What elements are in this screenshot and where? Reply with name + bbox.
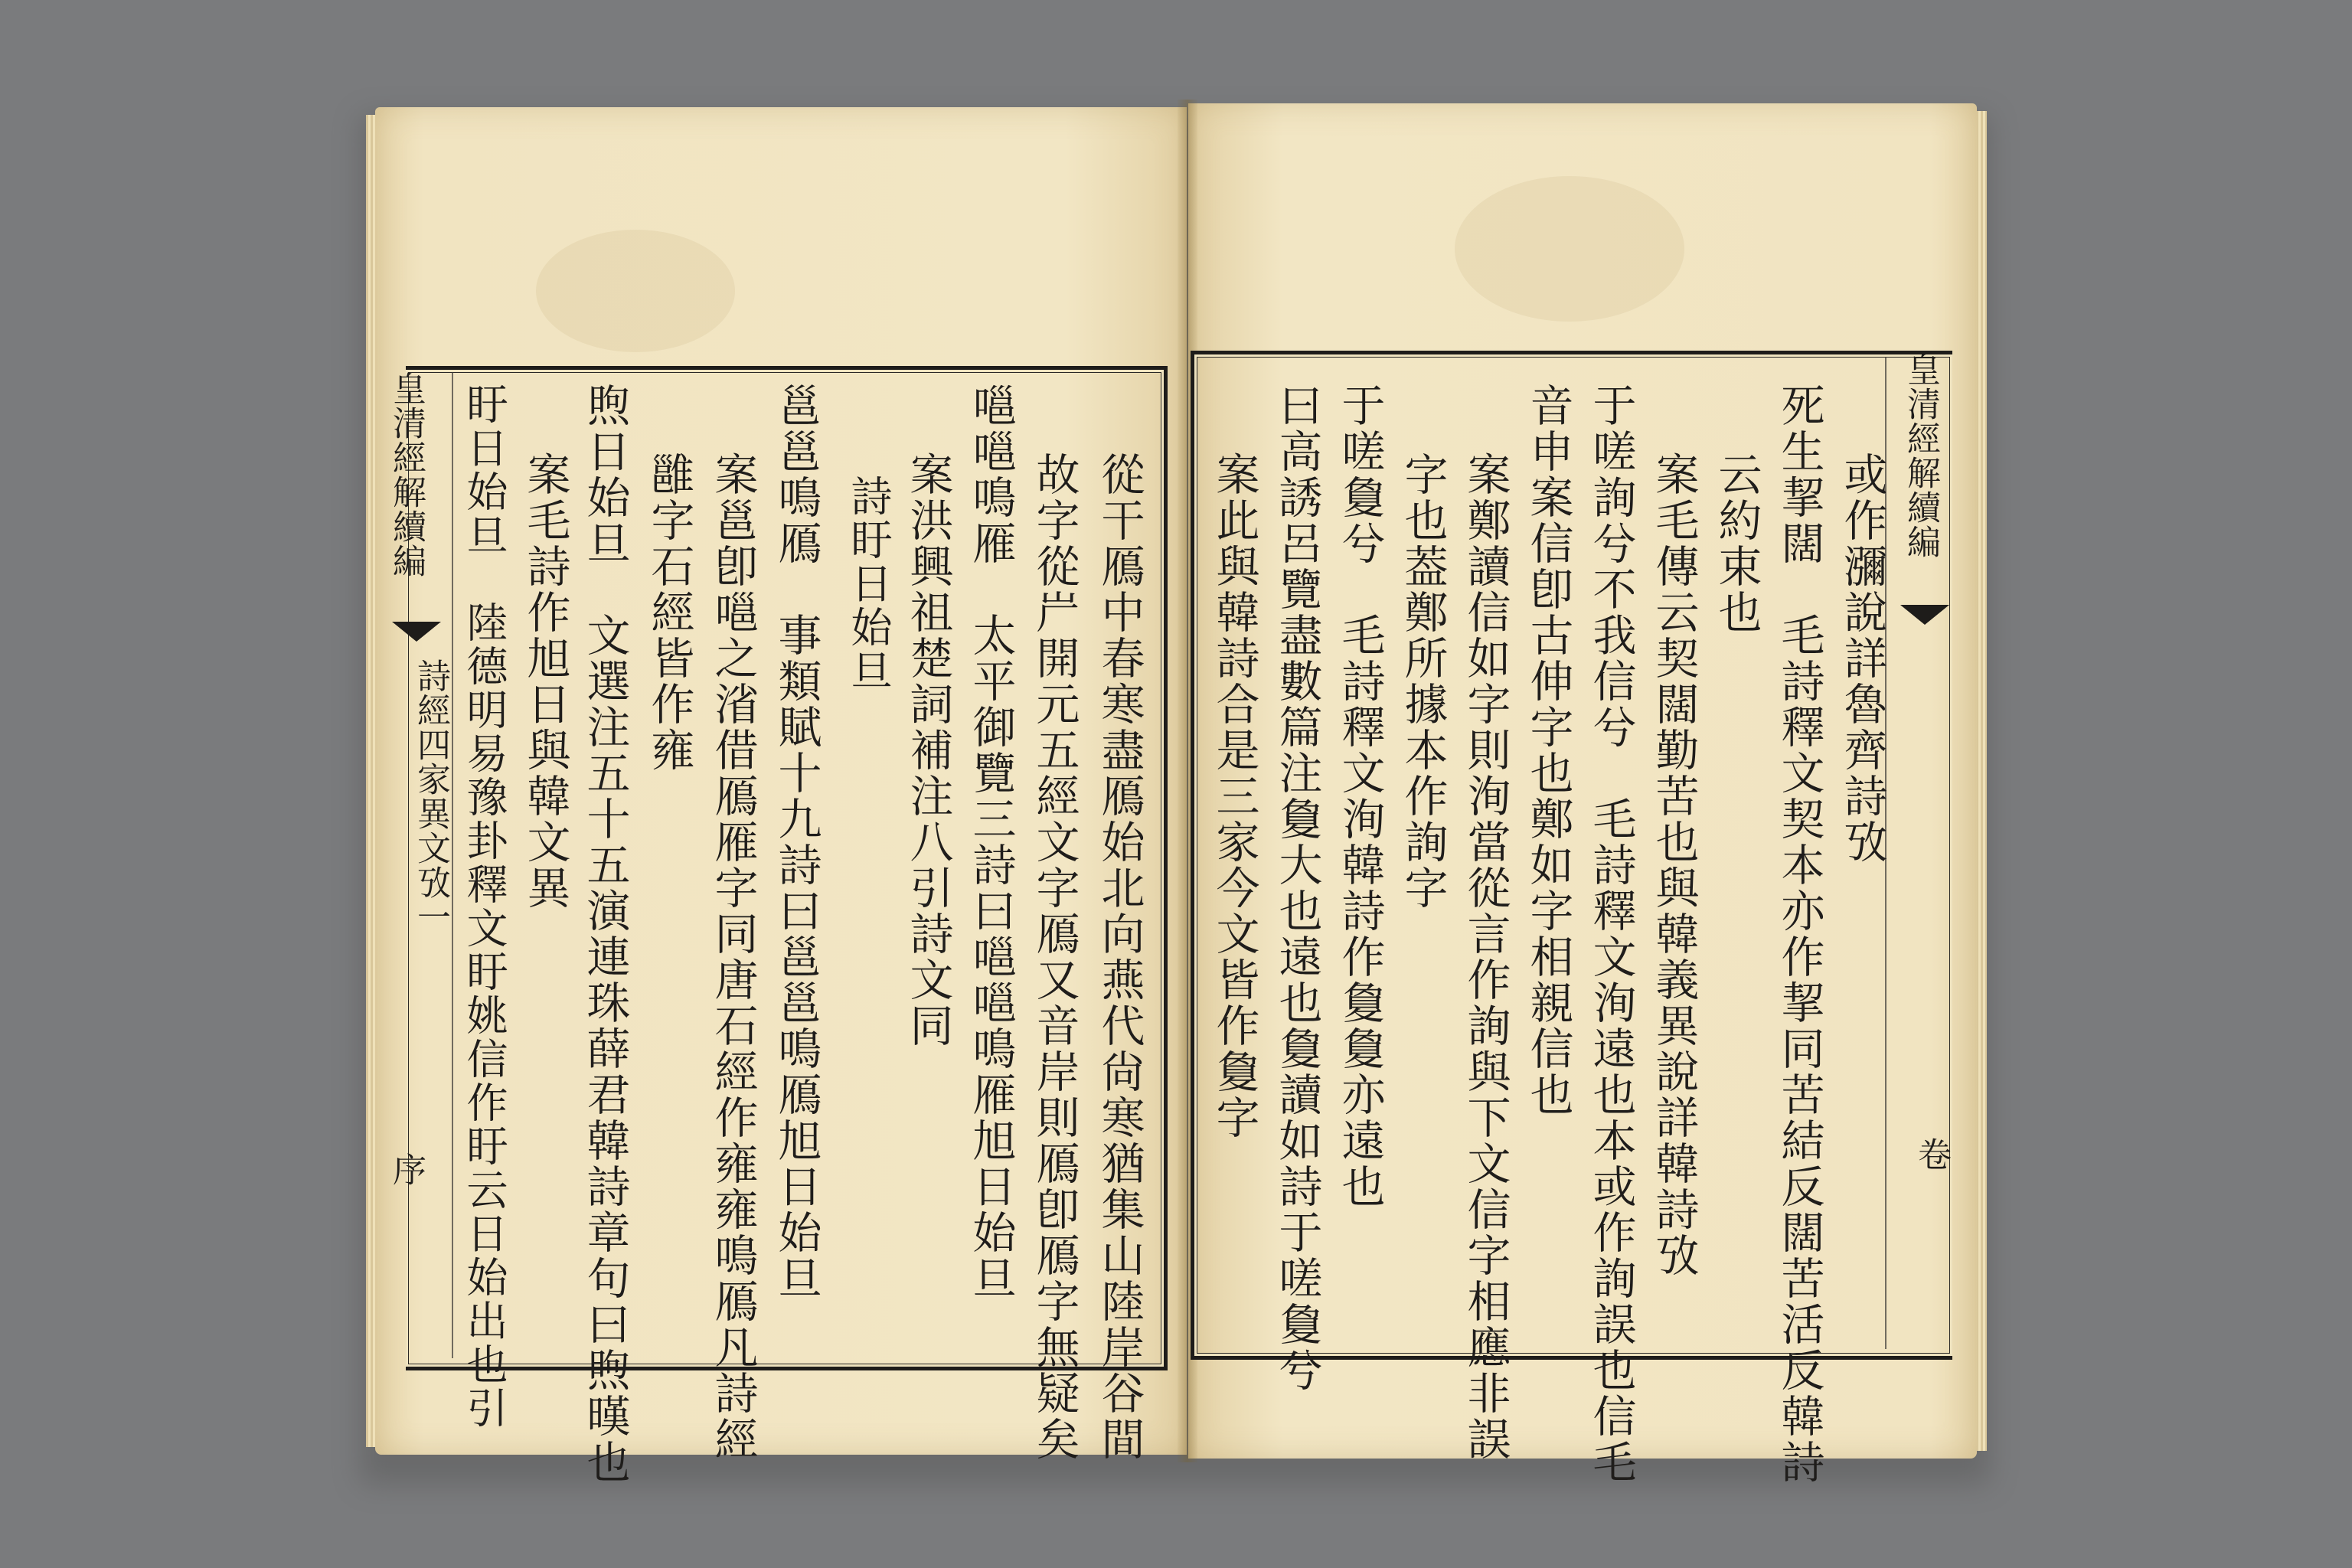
text-column: 雝字石經皆作雍 (644, 452, 694, 773)
text-column: 曰高誘呂覽盡數篇注敻大也遠也敻讀如詩于嗟敻兮 (1272, 383, 1322, 1393)
text-column: 或作瀰說詳魯齊詩攷 (1837, 452, 1887, 865)
fish-tail-mark (392, 622, 441, 642)
right-spine-title: 皇清經解續編 (1901, 352, 1940, 559)
paper-stain (536, 230, 735, 352)
text-column: 盱日始旦 陸德明易豫卦釋文盱姚信作盱云日始出也引 (460, 383, 508, 1430)
fish-tail-mark (1900, 605, 1949, 625)
text-column: 嗈嗈鳴雁 太平御覽三詩曰嗈嗈鳴雁旭日始旦 (965, 383, 1016, 1302)
right-spine-folio: 卷 (1912, 1137, 1951, 1171)
text-column: 死生挈闊 毛詩釋文契本亦作挈同苦結反闊苦活反韓詩 (1774, 383, 1824, 1485)
text-column: 于嗟詢兮不我信兮 毛詩釋文洵遠也本或作詢誤也信毛 (1586, 383, 1636, 1485)
text-column: 煦日始旦 文選注五十五演連珠薛君韓詩章句曰煦暵也 (580, 383, 630, 1485)
text-column: 案邕卽嗈之渻借鴈雁字同唐石經作雍雍鳴鴈凡詩經 (707, 452, 758, 1462)
text-column: 字也葢鄭所據本作詢字 (1397, 452, 1448, 911)
left-spine-folio: 序 (387, 1152, 426, 1187)
left-spine-title: 皇清經解續編 (387, 371, 426, 578)
text-column: 音申案信卽古伸字也鄭如字相親信也 (1523, 383, 1573, 1118)
text-column: 案鄭讀信如字則洵當從言作詢與下文信字相應非誤 (1460, 452, 1511, 1462)
text-column: 云約束也 (1711, 452, 1762, 635)
text-column: 于嗟敻兮 毛詩釋文洵韓詩作敻敻亦遠也 (1334, 383, 1385, 1210)
text-column: 故字從屵開元五經文字鴈又音岸則鴈卽鴈字無疑矣 (1029, 452, 1080, 1462)
text-column: 案毛傳云契闊勤苦也與韓義異說詳韓詩攷 (1648, 452, 1699, 1279)
text-column: 詩盱日始旦 (844, 475, 893, 693)
text-column: 邕邕鳴鴈 事類賦十九詩曰邕邕鳴鴈旭日始旦 (771, 383, 822, 1302)
left-spine-chapter: 詩經四家異文攷一 (411, 658, 450, 934)
text-column: 案此與韓詩合是三家今文皆作敻字 (1209, 452, 1259, 1141)
text-column: 案毛詩作旭日與韓文異 (520, 452, 570, 911)
text-column: 從干鴈中春寒盡鴈始北向燕代尙寒猶集山陸岸谷間 (1094, 452, 1145, 1462)
paper-stain (1455, 176, 1684, 322)
text-column: 案洪興祖楚詞補注八引詩文同 (903, 452, 953, 1049)
